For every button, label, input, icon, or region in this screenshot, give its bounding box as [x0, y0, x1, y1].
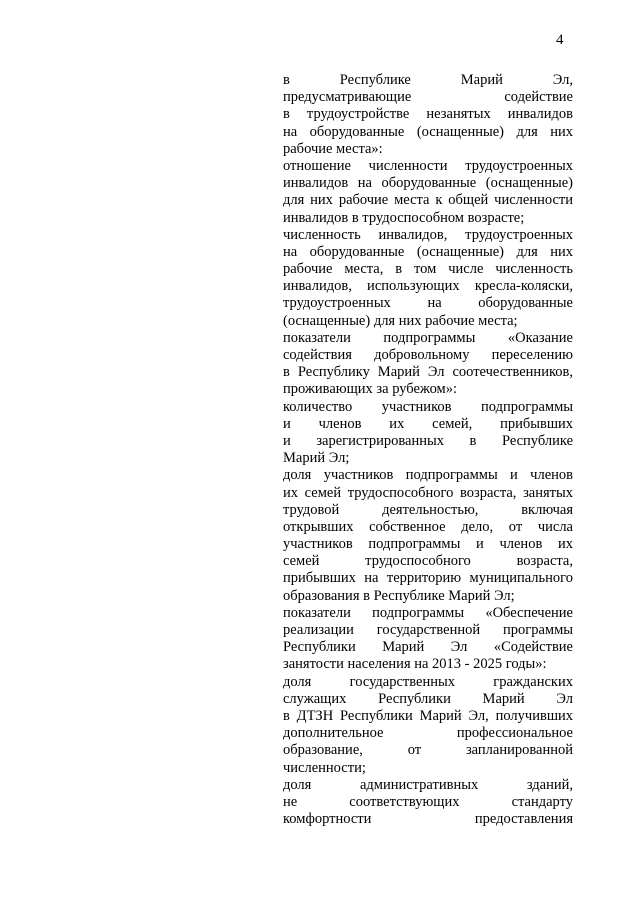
text-line: количество участников подпрограммы [283, 398, 573, 415]
text-line: рабочие места»: [283, 140, 383, 157]
text-line: инвалидов в трудоспособном возрасте; [283, 209, 525, 226]
text-line: занятости населения на 2013 - 2025 годы»: [283, 656, 547, 673]
text-line: численность инвалидов, трудоустроенных [283, 226, 573, 243]
text-line: в ДТЗН Республики Марий Эл, получивших [283, 707, 573, 724]
text-line: не соответствующих стандарту [283, 793, 573, 810]
text-line: рабочие места, в том числе численность [283, 261, 573, 278]
text-line: доля государственных гражданских [283, 673, 573, 690]
text-line: содействия добровольному переселению [283, 347, 573, 363]
text-line: предусматривающие содействие [283, 89, 573, 106]
text-line: трудовой деятельностью, включая [283, 501, 573, 518]
document-body [283, 72, 573, 828]
text-line: для них рабочие места к общей численности [283, 192, 573, 209]
text-line: трудоустроенных на оборудованные [283, 295, 573, 312]
text-line: Марий Эл; [283, 450, 350, 467]
text-line: в Республику Марий Эл соотечественников, [283, 364, 573, 381]
text-line: инвалидов, использующих кресла-коляски, [283, 278, 573, 295]
text-line: проживающих за рубежом»: [283, 381, 458, 398]
text-line: и членов их семей, прибывших [283, 415, 573, 432]
text-line: их семей трудоспособного возраста, занятых [283, 484, 573, 501]
text-line: отношение численности трудоустроенных [283, 157, 573, 174]
text-line: показатели подпрограммы «Оказание [283, 329, 573, 346]
text-line: образование, от запланированной [283, 742, 573, 759]
text-line: на оборудованные (оснащенные) для них [283, 243, 573, 260]
text-line: (оснащенные) для них рабочие места; [283, 312, 518, 329]
text-line: доля участников подпрограммы и членов [283, 467, 573, 484]
text-line: инвалидов на оборудованные (оснащенные) [283, 175, 573, 192]
text-line: открывших собственное дело, от числа [283, 518, 573, 535]
text-line: на оборудованные (оснащенные) для них [283, 123, 573, 140]
text-line: доля административных зданий, [283, 776, 573, 793]
text-line: численности; [283, 759, 366, 776]
text-line: прибывших на территорию муниципального [283, 570, 573, 587]
text-line: и зарегистрированных в Республике [283, 432, 573, 449]
text-line: образования в Республике Марий Эл; [283, 587, 515, 604]
page-number: 4 [556, 32, 564, 48]
text-line: реализации государственной программы [283, 622, 573, 638]
text-line: показатели подпрограммы «Обеспечение [283, 604, 573, 621]
text-line: комфортности предоставления [283, 811, 573, 828]
text-line: семей трудоспособного возраста, [283, 553, 573, 570]
text-line: участников подпрограммы и членов их [283, 536, 573, 553]
text-line: Республики Марий Эл «Содействие [283, 639, 573, 656]
text-line: дополнительное профессиональное [283, 725, 573, 742]
text-line: в трудоустройстве незанятых инвалидов [283, 106, 573, 123]
text-line: служащих Республики Марий Эл [283, 690, 573, 707]
text-line: в Республике Марий Эл, [283, 72, 573, 88]
